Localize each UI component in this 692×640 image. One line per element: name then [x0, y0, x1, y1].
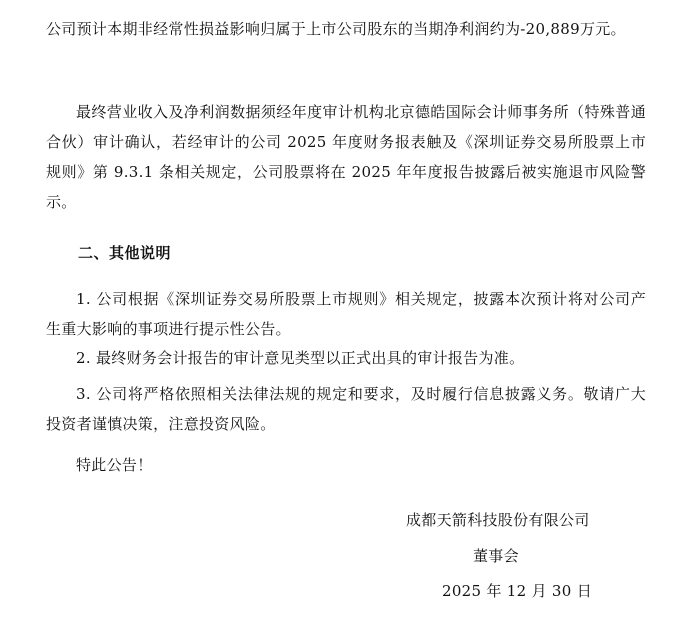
list-item: 1. 公司根据《深圳证券交易所股票上市规则》相关规定，披露本次预计将对公司产生重大影响的事项进行提示性公告。 [46, 290, 646, 338]
net-profit-paragraph: 公司预计本期非经常性损益影响归属于上市公司股东的当期净利润约为-20,889万元。 [46, 20, 626, 38]
company-name: 成都天箭科技股份有限公司 [406, 511, 590, 529]
audit-paragraph: 最终营业收入及净利润数据须经年度审计机构北京德皓国际会计师事务所（特殊普通合伙）审计确认，若经审计的公司 2025 年度财务报表触及《深圳证券交易所股票上市规则》第 9.3.1 条相关规定，公司股票将在 2025 年年度报告披露后被实施退市风险警示。 [46, 103, 646, 211]
list-item: 2. 最终财务会计报告的审计意见类型以正式出具的审计报告为准。 [76, 349, 525, 367]
section-heading: 二、其他说明 [78, 244, 172, 262]
announcement-date: 2025 年 12 月 30 日 [442, 582, 592, 600]
list-item: 3. 公司将严格依照相关法律法规的规定和要求，及时履行信息披露义务。敬请广大投资者谨慎决策，注意投资风险。 [46, 385, 646, 433]
board-signature: 董事会 [473, 547, 519, 565]
closing-statement: 特此公告！ [76, 456, 153, 474]
